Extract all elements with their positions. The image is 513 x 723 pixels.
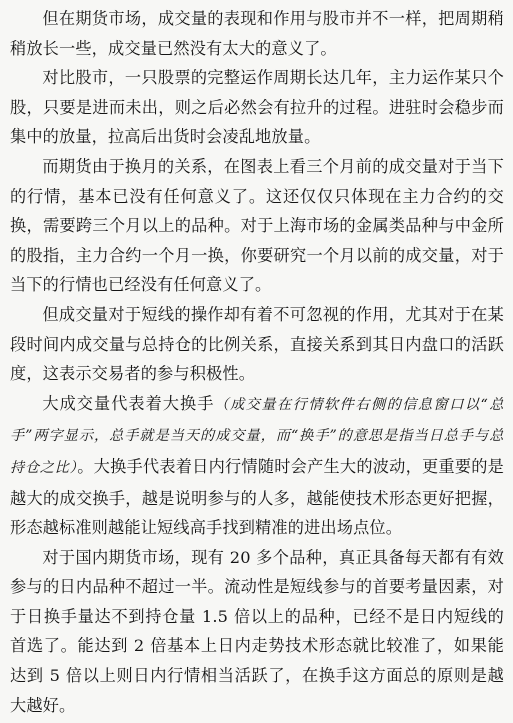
paragraph-stock-comparison: 对比股市，一只股票的完整运作周期长达几年，主力运作某只个股，只要是进而未出，则之后必然会有拉升的过程。进驻时会稳步而集中的放量，拉高后出货时会凌乱地放量。: [10, 68, 504, 147]
paragraph-turnover: [10, 389, 504, 543]
turnover-lead-text: 大成交量代表着大换手: [42, 393, 215, 413]
paragraph-short-term-importance: 但成交量对于短线的操作却有着不可忽视的作用，尤其对于在某段时间内成交量与总持仓的比例关系，直接关系到其日内盘口的活跃度，这表示交易者的参与积极性。: [10, 304, 504, 384]
paragraph-contract-rollover: 而期货由于换月的关系，在图表上看三个月前的成交量对于当下的行情，基本已没有任何意义了。这还仅仅只体现在主力合约的交换，需要跨三个月以上的品种。对于上海市场的金属类品种与中金所的股指，主力合约一个月一换，你要研究一个月以前的成交量，对于当下的行情也已经没有任何意义了。: [10, 156, 504, 295]
paragraph-domestic-market: 对于国内期货市场，现有 20 多个品种，真正具备每天都有有效参与的日内品种不超过一半。流动性是短线参与的首要考量因素，对于日换手量达不到持仓量 1.5 倍以上的品种，已经不是日内短线的首选了。能达到 2 倍基本上日内走势技术形态就比较准了，如果能达到 5 倍以上则日内行情相当活跃了，在换手这方面总的原则是越大越好。: [10, 547, 504, 715]
turnover-explanation-text: 。大换手代表着日内行情随时会产生大的波动，更重要的是越大的成交换手，越是说明参与的人多，越能使技术形态更好把握，形态越标准则越能让短线高手找到精准的进出场点位。: [10, 456, 504, 538]
paragraph-futures-volume: 但在期货市场，成交量的表现和作用与股市并不一样，把周期稍稍放长一些，成交量已然没有太大的意义了。: [10, 9, 504, 58]
turnover-note: （成交量在行情软件右侧的信息窗口以“总手”两字显示，总手就是当天的成交量，而“换手”的意思是指当日总手与总持仓之比）: [10, 396, 505, 476]
